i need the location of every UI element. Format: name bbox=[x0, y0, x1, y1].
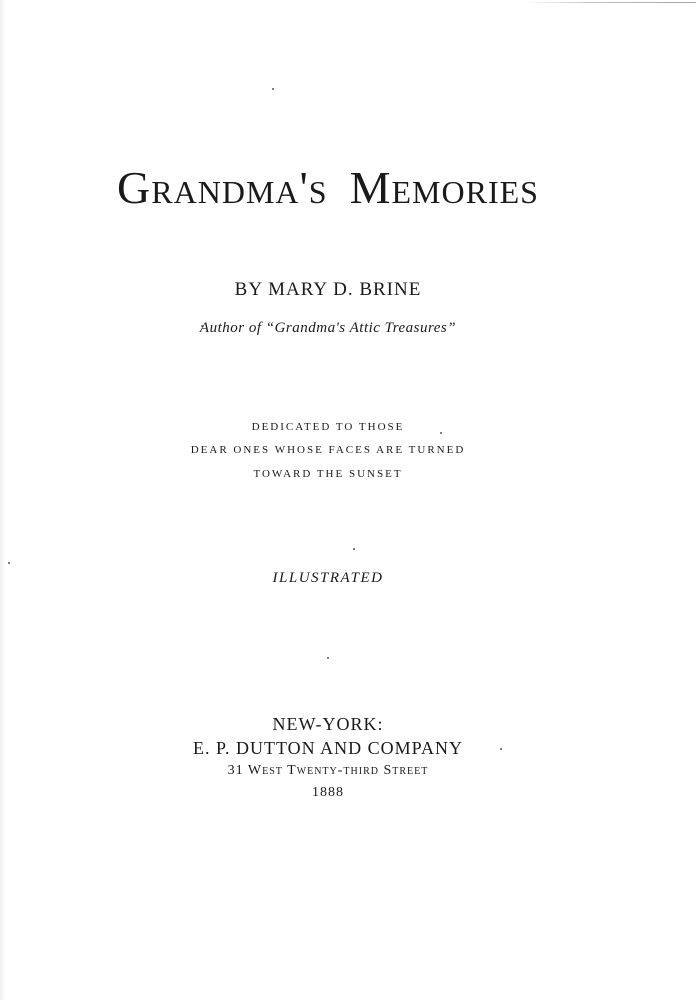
book-title-word-1: Grandma's bbox=[117, 162, 328, 213]
book-title bbox=[0, 162, 656, 214]
page-edge-shadow bbox=[0, 0, 6, 1000]
imprint-city: NEW-YORK: bbox=[272, 714, 384, 734]
ink-speck bbox=[353, 548, 355, 550]
dedication-line: DEAR ONES WHOSE FACES ARE TURNED bbox=[190, 444, 466, 456]
illustrated-label: ILLUSTRATED bbox=[272, 570, 384, 586]
author-note: Author of “Grandma's Attic Treasures” bbox=[199, 320, 457, 336]
page-edge-line bbox=[526, 2, 696, 3]
dedication-line: DEDICATED TO THOSE bbox=[251, 421, 405, 433]
ink-speck bbox=[8, 562, 10, 564]
ink-speck bbox=[272, 88, 274, 90]
imprint-publisher: E. P. DUTTON AND COMPANY bbox=[192, 738, 464, 758]
book-title-word-2: Memories bbox=[349, 162, 539, 213]
imprint-address: 31 West Twenty-third Street bbox=[227, 763, 429, 778]
dedication-line: TOWARD THE SUNSET bbox=[253, 468, 403, 480]
ink-speck bbox=[327, 657, 329, 659]
author-line: BY MARY D. BRINE bbox=[234, 279, 422, 300]
imprint-year: 1888 bbox=[312, 785, 344, 800]
